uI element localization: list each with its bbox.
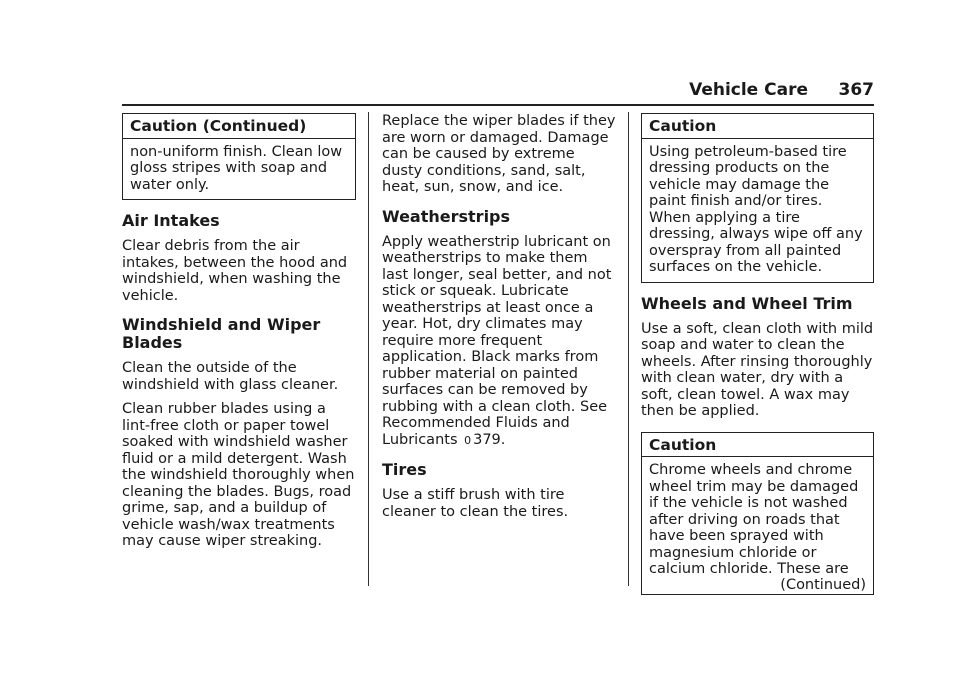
weatherstrips-text xyxy=(382,234,616,450)
windshield-text-2: Clean rubber blades using a lint-free cloth or paper towel soaked with windshield washer fluid or a mild detergent. Wash the windshield thoroughly when cleaning the blades. Bugs, road grime, sap, and a buildup of vehicle wash/wax treatments may cause wiper streaking. xyxy=(122,401,355,549)
caution-box-body xyxy=(642,457,873,594)
caution-box-continued xyxy=(122,113,356,200)
weatherstrips-body: Apply weatherstrip lubricant on weatherstrips to make them last longer, seal better, and not stick or squeak. Lubricate weatherstrips at least once a year. Hot, dry climates may require more frequent application. Black marks from rubber material on painted surfaces can be removed by rubbing with a clean cloth. See Recommended Fluids and Lubricants xyxy=(382,233,612,448)
caution-label: Caution xyxy=(130,117,198,135)
air-intakes-text: Clear debris from the air intakes, between the hood and windshield, when washing the vehicle. xyxy=(122,238,348,304)
caution-text: Chrome wheels and chrome wheel trim may be damaged if the vehicle is not washed after driving on roads that have been sprayed with magnesium chloride or calcium chloride. These are xyxy=(649,462,859,577)
section-title: Vehicle Care xyxy=(689,80,808,100)
page-header xyxy=(122,78,874,106)
caution-text: Using petroleum-based tire dressing products on the vehicle may damage the paint finish and/or tires. When applying a tire dressing, always wipe off any overspray from all painted surfaces on the vehicle. xyxy=(649,143,863,275)
caution-box-tire-dressing xyxy=(641,113,874,283)
page-reference-link[interactable]: 379. xyxy=(473,431,506,448)
caution-box-body xyxy=(642,139,873,282)
tires-heading: Tires xyxy=(382,460,427,479)
column-3 xyxy=(641,113,874,595)
wheels-heading: Wheels and Wheel Trim xyxy=(641,293,853,313)
air-intakes-heading: Air Intakes xyxy=(122,211,220,230)
caution-box-title: Caution xyxy=(642,433,873,458)
windshield-text-1: Clean the outside of the windshield with glass cleaner. xyxy=(122,360,339,393)
column-divider-1 xyxy=(368,112,369,586)
caution-text: non-uniform finish. Clean low gloss stripes with soap and water only. xyxy=(130,143,343,193)
caution-continued-label: (Continued) xyxy=(202,117,307,135)
wiper-replace-text: Replace the wiper blades if they are worn or damaged. Damage can be caused by extreme dusty conditions, sand, salt, heat, sun, snow, and ice. xyxy=(382,113,616,195)
windshield-heading: Windshield and Wiper Blades xyxy=(122,315,321,352)
column-1 xyxy=(122,113,356,558)
page-number: 367 xyxy=(838,80,874,100)
tires-text: Use a stiff brush with tire cleaner to clean the tires. xyxy=(382,487,569,520)
column-2 xyxy=(382,113,616,528)
caution-box-title xyxy=(123,114,355,139)
caution-box-body xyxy=(123,139,355,200)
caution-box-title: Caution xyxy=(642,114,873,139)
caution-box-chrome xyxy=(641,432,874,596)
page-reference-icon: 0 xyxy=(464,433,472,447)
column-divider-2 xyxy=(628,112,629,586)
weatherstrips-heading: Weatherstrips xyxy=(382,206,511,226)
wheels-text: Use a soft, clean cloth with mild soap and water to clean the wheels. After rinsing thoroughly with clean water, dry with a soft, clean towel. A wax may then be applied. xyxy=(641,320,874,419)
continued-label: (Continued) xyxy=(780,576,866,593)
